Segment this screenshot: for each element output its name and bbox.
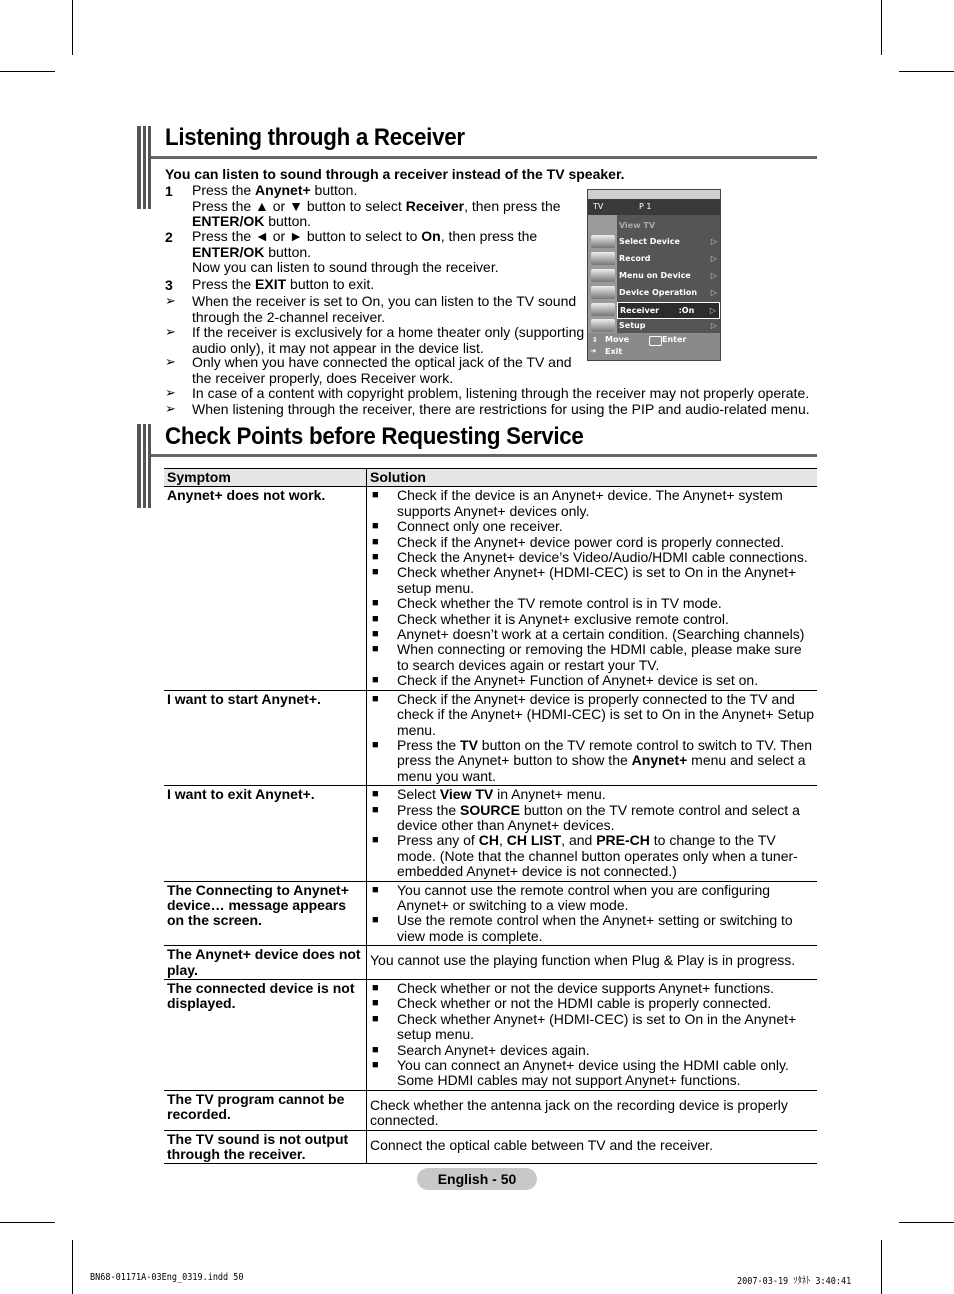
solution-cell: Connect the optical cable between TV and the receiver.: [367, 1130, 818, 1164]
solution-item: ■ Connect only one receiver.: [370, 519, 815, 534]
section-bar: [137, 126, 151, 209]
note-arrow-icon: ➢: [165, 354, 176, 369]
intro-text: You can listen to sound through a receiver instead of the TV speaker.: [165, 166, 625, 182]
solution-cell: Check whether the antenna jack on the recording device is properly connected.: [367, 1090, 818, 1130]
osd-menu-item: [617, 318, 720, 333]
chevron-right-icon: ▷: [710, 271, 717, 280]
osd-item-label: Menu on Device: [619, 271, 691, 280]
solution-item: ■ Use the remote control when the Anynet+ setting or switching to view mode is complete.: [370, 913, 815, 944]
crop-mark: [899, 1222, 954, 1223]
note-text: If the receiver is exclusively for a home theater only (supporting: [192, 324, 585, 340]
crop-mark: [899, 71, 954, 72]
osd-item-label: Receiver :On: [620, 306, 695, 315]
updown-icon: ⇕: [592, 336, 598, 344]
osd-footer: [588, 333, 720, 360]
device-icon: [591, 252, 615, 265]
device-icon: [591, 235, 615, 248]
device-icon: [591, 319, 615, 332]
solution-item: ■ Check whether it is Anynet+ exclusive remote control.: [370, 612, 815, 627]
troubleshooting-table: [164, 468, 817, 1164]
solution-cell: [367, 881, 818, 946]
osd-channel: P 1: [639, 202, 652, 211]
osd-exit-label: Exit: [605, 347, 623, 356]
solution-item: ■ Check if the Anynet+ device is properly connected to the TV and check if the Anynet+ (HDMI-CEC) is set to On in the Anynet+ Setup menu.: [370, 692, 815, 738]
solution-item: ■ You can connect an Anynet+ device using the HDMI cable only. Some HDMI cables may not support Anynet+ functions.: [370, 1058, 815, 1089]
crop-mark: [72, 0, 73, 55]
table-row: [164, 487, 817, 690]
solution-cell: [367, 786, 818, 881]
solution-item: ■ Press any of CH, CH LIST, and PRE-CH to change to the TV mode. (Note that the channel button operates only when a tuner-embedded Anynet+ device is not connected.): [370, 833, 815, 879]
note-arrow-icon: ➢: [165, 324, 176, 339]
note-arrow-icon: ➢: [165, 293, 176, 308]
chevron-right-icon: ▷: [710, 288, 717, 297]
solution-item: ■ Select View TV in Anynet+ menu.: [370, 787, 815, 802]
note-arrow-icon: ➢: [165, 385, 176, 400]
solution-cell: [367, 980, 818, 1091]
step-number: 1: [165, 183, 173, 199]
solution-list: [370, 787, 815, 879]
crop-mark: [881, 1240, 882, 1294]
crop-mark: [0, 71, 55, 72]
solution-item: ■ Check whether or not the device supports Anynet+ functions.: [370, 981, 815, 996]
symptom-cell: The connected device is not displayed.: [164, 980, 367, 1091]
note-text: When listening through the receiver, there are restrictions for using the PIP and audio-related menu.: [192, 401, 810, 417]
osd-menu-item: [617, 268, 720, 283]
table-row: [164, 881, 817, 946]
osd-menu-item: [617, 302, 720, 319]
step-number: 3: [165, 277, 173, 293]
table-row: [164, 980, 817, 1091]
header-symptom: Symptom: [164, 469, 367, 487]
device-icon: [591, 303, 615, 316]
title-rule: [151, 454, 817, 457]
solution-item: ■ Press the TV button on the TV remote control to switch to TV. Then press the Anynet+ button to show the Anynet+ menu and select a menu you want.: [370, 738, 815, 784]
note-arrow-icon: ➢: [165, 401, 176, 416]
solution-item: ■ Check whether the TV remote control is in TV mode.: [370, 596, 815, 611]
section-bar: [137, 424, 151, 508]
section-title-receiver: Listening through a Receiver: [165, 124, 465, 151]
enter-icon: [649, 336, 662, 346]
chevron-right-icon: ▷: [710, 321, 717, 330]
osd-menu-item: [617, 251, 720, 266]
osd-source: TV: [593, 202, 604, 211]
chevron-right-icon: ▷: [709, 306, 716, 315]
osd-item-label: View TV: [619, 221, 656, 230]
osd-item-label: Setup: [619, 321, 646, 330]
crop-mark: [881, 0, 882, 55]
osd-move-label: Move: [605, 335, 630, 344]
osd-item-label: Record: [619, 254, 651, 263]
step-text: ENTER/OK button.: [192, 213, 312, 229]
solution-item: ■ Check whether or not the HDMI cable is properly connected.: [370, 996, 815, 1011]
osd-menu-item: [617, 285, 720, 300]
note-text: the receiver properly, does Receiver work.: [192, 369, 454, 386]
solution-list: [370, 883, 815, 945]
header-solution: Solution: [367, 469, 818, 487]
osd-item-label: Select Device: [619, 237, 680, 246]
note-text: In case of a content with copyright problem, listening through the receiver may not properly operate.: [192, 385, 810, 401]
symptom-cell: I want to exit Anynet+.: [164, 786, 367, 881]
symptom-cell: Anynet+ does not work.: [164, 487, 367, 690]
note-text: Only when you have connected the optical jack of the TV and: [192, 354, 572, 370]
solution-item: ■ Check if the Anynet+ device power cord is properly connected.: [370, 535, 815, 550]
section-title-check-points: Check Points before Requesting Service: [165, 423, 584, 450]
footer-file-info: BN68-01171A-03Eng_0319.indd 50: [90, 1272, 244, 1283]
solution-item: ■ Check if the device is an Anynet+ device. The Anynet+ system supports Anynet+ devices only.: [370, 488, 815, 519]
step-text: Press the ▲ or ▼ button to select Receiver, then press the: [192, 197, 561, 214]
chevron-right-icon: ▷: [710, 254, 717, 263]
solution-cell: [367, 690, 818, 785]
title-rule: [151, 156, 817, 159]
solution-list: [370, 981, 815, 1089]
symptom-cell: The TV program cannot be recorded.: [164, 1090, 367, 1130]
table-header-row: [164, 469, 817, 487]
solution-item: ■ When connecting or removing the HDMI cable, please make sure to search devices again or restart your TV.: [370, 642, 815, 673]
solution-item: ■ Search Anynet+ devices again.: [370, 1043, 815, 1058]
crop-mark: [72, 1240, 73, 1294]
step-text: Press the ◄ or ► button to select to On, then press the: [192, 228, 538, 244]
crop-mark: [0, 1222, 55, 1223]
solution-item: ■ You cannot use the remote control when you are configuring Anynet+ or switching to a view mode.: [370, 883, 815, 914]
table-row: [164, 946, 817, 980]
footer-timestamp: 2007-03-19 ｿﾀﾈﾄ 3:40:41: [737, 1276, 852, 1287]
chevron-right-icon: ▷: [710, 237, 717, 246]
exit-icon: ⇥: [590, 347, 596, 355]
note-text: through the 2-channel receiver.: [192, 308, 386, 325]
note-text: When the receiver is set to On, you can listen to the TV sound: [192, 293, 577, 309]
solution-item: ■ Check whether Anynet+ (HDMI-CEC) is set to On in the Anynet+ setup menu.: [370, 565, 815, 596]
solution-item: ■ Check whether Anynet+ (HDMI-CEC) is set to On in the Anynet+ setup menu.: [370, 1012, 815, 1043]
solution-item: ■ Press the SOURCE button on the TV remote control and select a device other than Anynet+ devices.: [370, 803, 815, 834]
symptom-cell: The Anynet+ device does not play.: [164, 946, 367, 980]
osd-item-label: Device Operation: [619, 288, 698, 297]
step-text: Press the Anynet+ button.: [192, 182, 358, 198]
page-number-label: English - 50: [417, 1168, 537, 1190]
symptom-cell: The Connecting to Anynet+ device… message appears on the screen.: [164, 881, 367, 946]
step-number: 2: [165, 229, 173, 245]
device-icon: [591, 286, 615, 299]
solution-list: [370, 692, 815, 784]
table-row: [164, 1130, 817, 1164]
osd-menu-item: [617, 218, 720, 233]
note-text: audio only), it may not appear in the device list.: [192, 339, 484, 356]
solution-item: ■ Check if the Anynet+ Function of Anynet+ device is set on.: [370, 673, 815, 688]
symptom-cell: I want to start Anynet+.: [164, 690, 367, 785]
step-text: Now you can listen to sound through the receiver.: [192, 259, 499, 275]
osd-enter-label: Enter: [662, 335, 687, 344]
solution-list: [370, 488, 815, 688]
anynet-osd-menu: [587, 189, 721, 361]
step-text: Press the EXIT button to exit.: [192, 276, 375, 292]
table-row: [164, 786, 817, 881]
solution-item: ■ Anynet+ doesn’t work at a certain condition. (Searching channels): [370, 627, 815, 642]
solution-item: ■ Check the Anynet+ device’s Video/Audio/HDMI cable connections.: [370, 550, 815, 565]
step-text: ENTER/OK button.: [192, 243, 312, 260]
solution-cell: [367, 487, 818, 690]
table-row: [164, 690, 817, 785]
symptom-cell: The TV sound is not output through the receiver.: [164, 1130, 367, 1164]
solution-cell: You cannot use the playing function when Plug & Play is in progress.: [367, 946, 818, 980]
device-icon: [591, 269, 615, 282]
osd-menu-item: [617, 234, 720, 249]
table-row: [164, 1090, 817, 1130]
